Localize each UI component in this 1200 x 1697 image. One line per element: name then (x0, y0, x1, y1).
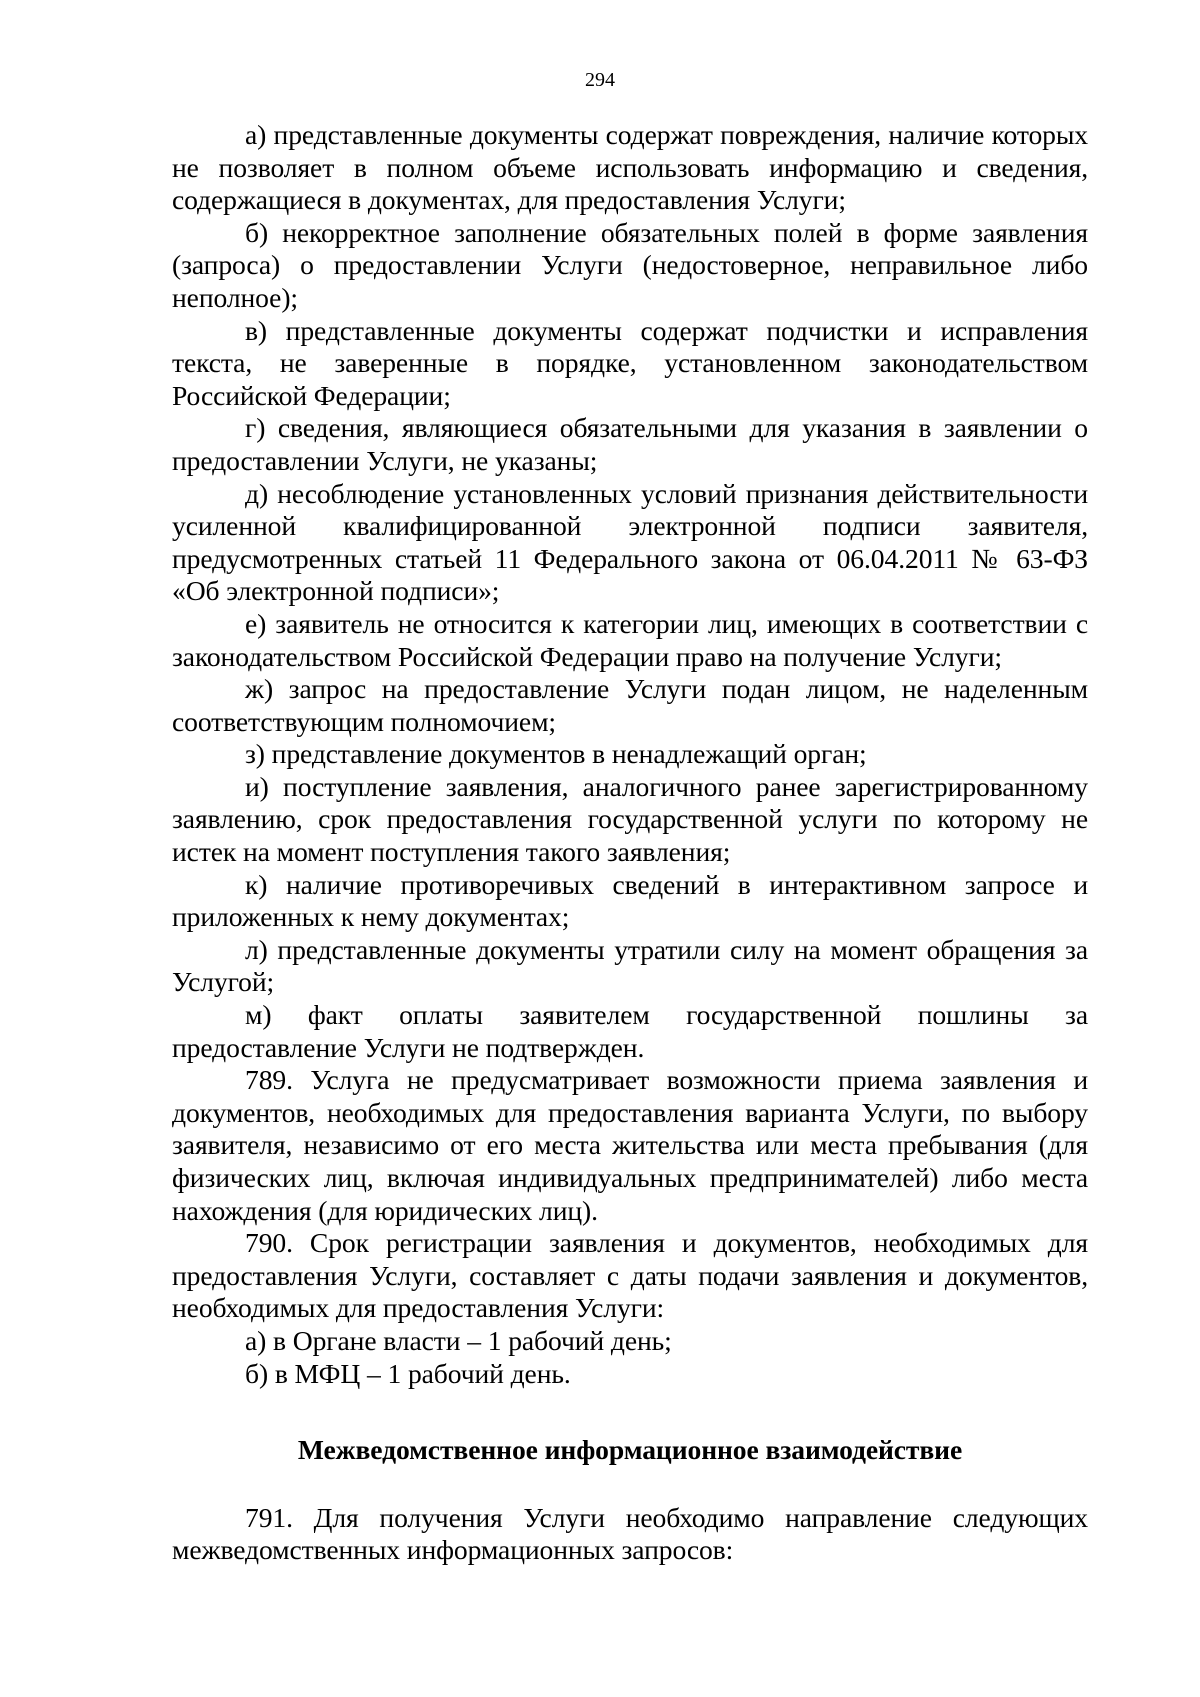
list-item-v-corrections: в) представленные документы содержат подчистки и исправления текста, не заверенные в порядке, установленном законодательством Российской Федерации; (172, 314, 1088, 411)
list-item-g-missing-info: г) сведения, являющиеся обязательными для указания в заявлении о предоставлении Услуги, не указаны; (172, 412, 1088, 476)
clause-789: 789. Услуга не предусматривает возможности приема заявления и документов, необходимых для предоставления варианта Услуги, по выбору заявителя, независимо от его места жительства или места пребывания (для физических лиц, включая индивидуальных предпринимателей) либо места нахождения (для юридических лиц). (172, 1064, 1088, 1226)
section-heading: Межведомственное информационное взаимодействие (297, 1434, 963, 1466)
clause-790: 790. Срок регистрации заявления и документов, необходимых для предоставления Услуги, составляет с даты подачи заявления и документов, необходимых для предоставления Услуги: (172, 1227, 1088, 1324)
document-body (172, 119, 1088, 1567)
list-item-i-duplicate: и) поступление заявления, аналогичного ранее зарегистрированному заявлению, срок предоставления государственной услуги по которому не истек на момент поступления такого заявления; (172, 770, 1088, 868)
list-item-z-wrong-organ: з) представление документов в ненадлежащий орган; (245, 738, 867, 770)
list-item-m-fee: м) факт оплаты заявителем государственной пошлины за предоставление Услуги не подтвержден. (172, 999, 1088, 1063)
list-item-a-organ-term: а) в Органе власти – 1 рабочий день; (245, 1324, 672, 1356)
list-item-b-incorrect-fields: б) некорректное заполнение обязательных полей в форме заявления (запроса) о предоставлении Услуги (недостоверное, неправильное либо неполное); (172, 216, 1088, 313)
list-item-zh-authority: ж) запрос на предоставление Услуги подан лицом, не наделенным соответствующим полномочием; (172, 673, 1088, 737)
list-item-d-signature: д) несоблюдение установленных условий признания действительности усиленной квалифицированной электронной подписи заявителя, предусмотренных статьей 11 Федерального закона от 06.04.2011 № 63-ФЗ «Об электронной подписи»; (172, 477, 1088, 607)
list-item-b-mfc-term: б) в МФЦ – 1 рабочий день. (245, 1357, 571, 1389)
list-item-e-category: е) заявитель не относится к категории лиц, имеющих в соответствии с законодательством Российской Федерации право на получение Услуги; (172, 607, 1088, 672)
clause-791: 791. Для получения Услуги необходимо направление следующих межведомственных информационных запросов: (172, 1501, 1088, 1566)
list-item-a-damaged-documents: а) представленные документы содержат повреждения, наличие которых не позволяет в полном объеме использовать информацию и сведения, содержащиеся в документах, для предоставления Услуги; (172, 119, 1088, 216)
list-item-l-expired: л) представленные документы утратили силу на момент обращения за Услугой; (172, 933, 1088, 998)
list-item-k-contradictions: к) наличие противоречивых сведений в интерактивном запросе и приложенных к нему документах; (172, 868, 1088, 933)
page-number: 294 (585, 69, 615, 91)
